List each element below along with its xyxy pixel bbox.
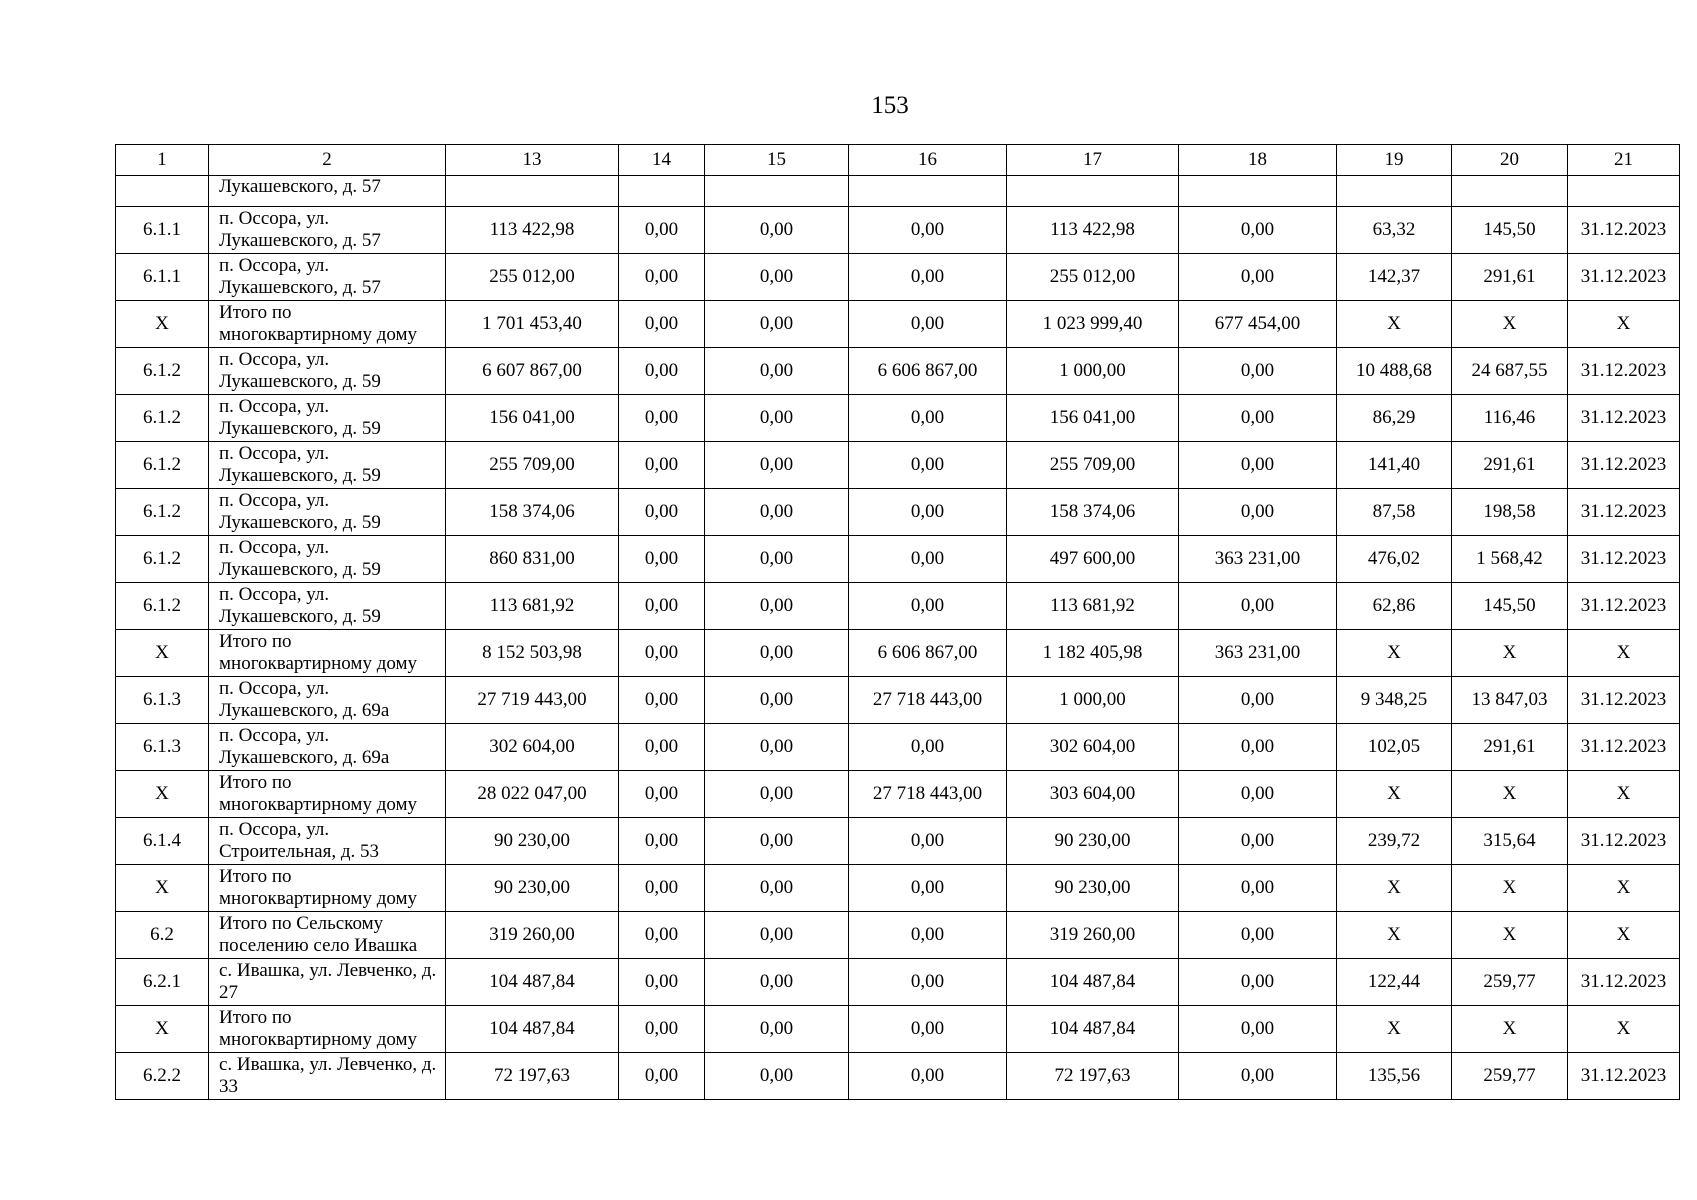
table-cell: 0,00: [849, 489, 1007, 536]
table-cell: 0,00: [619, 536, 705, 583]
table-cell: 860 831,00: [446, 536, 619, 583]
table-cell: 1 701 453,40: [446, 301, 619, 348]
table-cell: 6 606 867,00: [849, 630, 1007, 677]
table-cell: 113 681,92: [1007, 583, 1179, 630]
table-cell: X: [1452, 1006, 1568, 1053]
table-cell: 0,00: [1179, 254, 1337, 301]
table-cell-address: с. Ивашка, ул. Левченко, д. 33: [209, 1053, 446, 1100]
table-cell: 31.12.2023: [1568, 207, 1680, 254]
table-cell: 291,61: [1452, 442, 1568, 489]
table-cell: X: [1568, 301, 1680, 348]
table-cell: 72 197,63: [446, 1053, 619, 1100]
table-cell: [705, 176, 849, 207]
table-cell: 141,40: [1337, 442, 1452, 489]
table-cell: 0,00: [1179, 865, 1337, 912]
table-cell: 0,00: [619, 771, 705, 818]
table-cell-address: п. Оссора, ул. Лукашевского, д. 69а: [209, 724, 446, 771]
table-cell: 0,00: [705, 583, 849, 630]
table-cell: 0,00: [619, 1053, 705, 1100]
table-row: [116, 1006, 1680, 1053]
table-cell: 6.1.3: [116, 677, 209, 724]
table-cell-address: п. Оссора, ул. Лукашевского, д. 59: [209, 442, 446, 489]
table-cell: 142,37: [1337, 254, 1452, 301]
table-cell: 13 847,03: [1452, 677, 1568, 724]
table-cell: 104 487,84: [1007, 1006, 1179, 1053]
table-cell: [1568, 176, 1680, 207]
table-cell: 104 487,84: [446, 959, 619, 1006]
table-cell: 0,00: [1179, 1053, 1337, 1100]
table-cell: X: [1337, 301, 1452, 348]
table-cell: 0,00: [1179, 818, 1337, 865]
table-cell: 31.12.2023: [1568, 536, 1680, 583]
table-cell: 363 231,00: [1179, 536, 1337, 583]
table-cell: 6.1.2: [116, 536, 209, 583]
table-cell: X: [116, 301, 209, 348]
table-cell: X: [1452, 771, 1568, 818]
table-cell-address: Итого по многоквартирному дому: [209, 301, 446, 348]
table-cell-address: Итого по многоквартирному дому: [209, 1006, 446, 1053]
table-cell: 158 374,06: [1007, 489, 1179, 536]
table-row: [116, 348, 1680, 395]
table-cell: 27 718 443,00: [849, 771, 1007, 818]
table-cell-address: Итого по Сельскому поселению село Ивашка: [209, 912, 446, 959]
table-cell: 319 260,00: [1007, 912, 1179, 959]
table-cell: 255 709,00: [1007, 442, 1179, 489]
table-row: [116, 536, 1680, 583]
table-cell: 1 000,00: [1007, 348, 1179, 395]
table-cell: [849, 176, 1007, 207]
table-cell-address: Лукашевского, д. 57: [209, 176, 446, 207]
table-cell-address: Итого по многоквартирному дому: [209, 630, 446, 677]
table-cell: 0,00: [619, 207, 705, 254]
table-cell: 0,00: [849, 254, 1007, 301]
table-cell: 6.2.2: [116, 1053, 209, 1100]
table-cell: 156 041,00: [1007, 395, 1179, 442]
table-cell: 0,00: [619, 583, 705, 630]
table-cell: 0,00: [705, 771, 849, 818]
table-cell: X: [116, 771, 209, 818]
table-cell: 0,00: [619, 818, 705, 865]
table-cell: X: [116, 630, 209, 677]
table-cell: 0,00: [849, 724, 1007, 771]
table-cell: 31.12.2023: [1568, 442, 1680, 489]
table-row: [116, 254, 1680, 301]
table-cell: X: [1337, 912, 1452, 959]
column-header: 20: [1452, 145, 1568, 176]
table-cell: 0,00: [849, 1053, 1007, 1100]
column-header: 2: [209, 145, 446, 176]
table-cell: 291,61: [1452, 724, 1568, 771]
table-cell: 102,05: [1337, 724, 1452, 771]
table-cell: 0,00: [619, 301, 705, 348]
table-cell: 0,00: [705, 724, 849, 771]
table-cell: 0,00: [705, 1006, 849, 1053]
column-header: 16: [849, 145, 1007, 176]
table-cell: 6.1.2: [116, 489, 209, 536]
page-number: 153: [871, 92, 909, 119]
table-cell: 31.12.2023: [1568, 395, 1680, 442]
table-cell: 6.1.1: [116, 254, 209, 301]
table-cell: 303 604,00: [1007, 771, 1179, 818]
table-cell: 0,00: [705, 865, 849, 912]
table-cell: 8 152 503,98: [446, 630, 619, 677]
table-cell: 31.12.2023: [1568, 724, 1680, 771]
table-cell-address: Итого по многоквартирному дому: [209, 865, 446, 912]
table-cell: 302 604,00: [446, 724, 619, 771]
table-cell-address: п. Оссора, ул. Лукашевского, д. 59: [209, 583, 446, 630]
table-cell-address: п. Оссора, ул. Лукашевского, д. 57: [209, 207, 446, 254]
table-cell: 0,00: [619, 1006, 705, 1053]
table-cell: 27 718 443,00: [849, 677, 1007, 724]
column-header: 21: [1568, 145, 1680, 176]
table-cell: 0,00: [1179, 1006, 1337, 1053]
table-cell-address: п. Оссора, ул. Лукашевского, д. 59: [209, 395, 446, 442]
table-row-continuation: [116, 176, 1680, 207]
table-cell: 62,86: [1337, 583, 1452, 630]
table-cell: 0,00: [1179, 912, 1337, 959]
table-cell: 104 487,84: [446, 1006, 619, 1053]
table-cell: 497 600,00: [1007, 536, 1179, 583]
table-cell-address: п. Оссора, ул. Лукашевского, д. 57: [209, 254, 446, 301]
table-cell: X: [1452, 301, 1568, 348]
table-cell: 6.1.4: [116, 818, 209, 865]
column-header: 13: [446, 145, 619, 176]
table-cell: 0,00: [705, 442, 849, 489]
table-cell: [1007, 176, 1179, 207]
column-header: 1: [116, 145, 209, 176]
table-row: [116, 207, 1680, 254]
table-row: [116, 489, 1680, 536]
table-cell: 90 230,00: [1007, 865, 1179, 912]
table-cell: 31.12.2023: [1568, 583, 1680, 630]
table-cell: 31.12.2023: [1568, 254, 1680, 301]
table-row: [116, 771, 1680, 818]
table-cell: 6.1.2: [116, 442, 209, 489]
table-cell: 0,00: [849, 395, 1007, 442]
table-cell: 0,00: [1179, 395, 1337, 442]
table-cell: 6 607 867,00: [446, 348, 619, 395]
column-header: 17: [1007, 145, 1179, 176]
table-cell: X: [1452, 912, 1568, 959]
table-cell: X: [1568, 865, 1680, 912]
table-cell: 1 000,00: [1007, 677, 1179, 724]
table-cell: [1452, 176, 1568, 207]
table-cell: 0,00: [1179, 489, 1337, 536]
table-cell: 0,00: [705, 1053, 849, 1100]
table-cell: 0,00: [705, 536, 849, 583]
table-cell: 0,00: [705, 254, 849, 301]
table-cell: 27 719 443,00: [446, 677, 619, 724]
table-cell: 0,00: [705, 395, 849, 442]
table-cell: 0,00: [1179, 348, 1337, 395]
table-cell: 0,00: [619, 912, 705, 959]
table-cell: 31.12.2023: [1568, 489, 1680, 536]
table-cell: 0,00: [1179, 442, 1337, 489]
table-cell: 31.12.2023: [1568, 1053, 1680, 1100]
table-cell: 31.12.2023: [1568, 677, 1680, 724]
table-row: [116, 1053, 1680, 1100]
table-cell: 0,00: [849, 818, 1007, 865]
table-cell: [116, 176, 209, 207]
table-cell: 86,29: [1337, 395, 1452, 442]
table-cell: 302 604,00: [1007, 724, 1179, 771]
table-cell: X: [1337, 630, 1452, 677]
table-cell: X: [1568, 1006, 1680, 1053]
table-cell-address: Итого по многоквартирному дому: [209, 771, 446, 818]
table-cell: 198,58: [1452, 489, 1568, 536]
table-cell: 113 422,98: [1007, 207, 1179, 254]
table-cell: 116,46: [1452, 395, 1568, 442]
table-cell: 0,00: [1179, 724, 1337, 771]
table-cell: 0,00: [705, 912, 849, 959]
table-cell-address: п. Оссора, ул. Лукашевского, д. 59: [209, 348, 446, 395]
table-row: [116, 724, 1680, 771]
table-row: [116, 677, 1680, 724]
table-cell: 0,00: [705, 348, 849, 395]
table-cell: 476,02: [1337, 536, 1452, 583]
table-cell: 0,00: [849, 207, 1007, 254]
table-cell: 0,00: [619, 442, 705, 489]
table-cell: 255 012,00: [1007, 254, 1179, 301]
table-cell: X: [1568, 771, 1680, 818]
table-cell: 0,00: [705, 630, 849, 677]
table-cell: 0,00: [619, 724, 705, 771]
table-cell: 255 709,00: [446, 442, 619, 489]
table-cell: 0,00: [849, 583, 1007, 630]
table-cell: 1 568,42: [1452, 536, 1568, 583]
table-cell: 259,77: [1452, 959, 1568, 1006]
table-cell: 319 260,00: [446, 912, 619, 959]
table-cell: 90 230,00: [446, 818, 619, 865]
table-cell: X: [1568, 912, 1680, 959]
table-cell: 0,00: [849, 1006, 1007, 1053]
table-cell: 0,00: [705, 677, 849, 724]
data-table: [115, 144, 1680, 1100]
table-cell: 363 231,00: [1179, 630, 1337, 677]
table-cell: 0,00: [619, 254, 705, 301]
table-cell: 315,64: [1452, 818, 1568, 865]
table-cell: 156 041,00: [446, 395, 619, 442]
table-row: [116, 959, 1680, 1006]
table-cell: 31.12.2023: [1568, 348, 1680, 395]
table-row: [116, 442, 1680, 489]
table-cell: 0,00: [1179, 959, 1337, 1006]
table-cell: 0,00: [1179, 771, 1337, 818]
table-cell: 90 230,00: [446, 865, 619, 912]
table-cell: 72 197,63: [1007, 1053, 1179, 1100]
table-cell: 0,00: [705, 207, 849, 254]
table-cell: 145,50: [1452, 583, 1568, 630]
header-row: [116, 145, 1680, 176]
table-cell: 0,00: [619, 865, 705, 912]
table-row: [116, 301, 1680, 348]
table-cell: 158 374,06: [446, 489, 619, 536]
table-cell: 6.1.2: [116, 348, 209, 395]
table-cell: 10 488,68: [1337, 348, 1452, 395]
table-cell: 122,44: [1337, 959, 1452, 1006]
table-cell: 6.2.1: [116, 959, 209, 1006]
table-cell-address: с. Ивашка, ул. Левченко, д. 27: [209, 959, 446, 1006]
table-cell: 0,00: [619, 630, 705, 677]
table-cell: 104 487,84: [1007, 959, 1179, 1006]
table-cell: 6.2: [116, 912, 209, 959]
table-cell: 31.12.2023: [1568, 818, 1680, 865]
table-cell: 255 012,00: [446, 254, 619, 301]
column-header: 18: [1179, 145, 1337, 176]
table-cell: X: [1568, 630, 1680, 677]
table-cell: 677 454,00: [1179, 301, 1337, 348]
table-cell: 0,00: [619, 395, 705, 442]
table-row: [116, 865, 1680, 912]
table-cell: 9 348,25: [1337, 677, 1452, 724]
table-cell: 0,00: [619, 677, 705, 724]
table-cell: [619, 176, 705, 207]
table-cell: X: [1337, 1006, 1452, 1053]
table-cell-address: п. Оссора, ул. Лукашевского, д. 69а: [209, 677, 446, 724]
table-cell: 0,00: [1179, 677, 1337, 724]
table-cell: 6.1.1: [116, 207, 209, 254]
table-cell: X: [1452, 630, 1568, 677]
table-cell: 0,00: [619, 348, 705, 395]
table-cell: X: [1337, 865, 1452, 912]
table-cell: 259,77: [1452, 1053, 1568, 1100]
table-cell: X: [116, 1006, 209, 1053]
table-cell: 0,00: [705, 959, 849, 1006]
table-row: [116, 630, 1680, 677]
table-cell: 1 182 405,98: [1007, 630, 1179, 677]
column-header: 15: [705, 145, 849, 176]
table-cell: [1337, 176, 1452, 207]
table-cell: 135,56: [1337, 1053, 1452, 1100]
table-cell: 0,00: [619, 489, 705, 536]
table-cell: [1179, 176, 1337, 207]
table-cell: 0,00: [705, 489, 849, 536]
table-cell: 28 022 047,00: [446, 771, 619, 818]
table-cell: X: [1452, 865, 1568, 912]
table-row: [116, 395, 1680, 442]
table-cell: 0,00: [1179, 207, 1337, 254]
table-cell: [446, 176, 619, 207]
table-cell: 6.1.2: [116, 395, 209, 442]
table-cell: 6.1.3: [116, 724, 209, 771]
table-cell: 31.12.2023: [1568, 959, 1680, 1006]
table-row: [116, 912, 1680, 959]
column-header: 14: [619, 145, 705, 176]
table-cell-address: п. Оссора, ул. Лукашевского, д. 59: [209, 489, 446, 536]
table-cell: 0,00: [849, 536, 1007, 583]
table-cell: 113 681,92: [446, 583, 619, 630]
table-cell: 63,32: [1337, 207, 1452, 254]
table-cell: 90 230,00: [1007, 818, 1179, 865]
column-header: 19: [1337, 145, 1452, 176]
table-row: [116, 583, 1680, 630]
table-cell: 0,00: [849, 912, 1007, 959]
table-cell: 24 687,55: [1452, 348, 1568, 395]
table-cell: 113 422,98: [446, 207, 619, 254]
table-cell: 239,72: [1337, 818, 1452, 865]
table-cell: 0,00: [849, 959, 1007, 1006]
table-cell: 6.1.2: [116, 583, 209, 630]
table-cell: 0,00: [619, 959, 705, 1006]
table-cell: 0,00: [849, 865, 1007, 912]
table-cell: 1 023 999,40: [1007, 301, 1179, 348]
table-cell: X: [1337, 771, 1452, 818]
table-cell: 291,61: [1452, 254, 1568, 301]
table-cell: 6 606 867,00: [849, 348, 1007, 395]
table-cell: 145,50: [1452, 207, 1568, 254]
table-cell: 0,00: [705, 301, 849, 348]
table-cell: 0,00: [705, 818, 849, 865]
table-cell: 87,58: [1337, 489, 1452, 536]
table-cell: 0,00: [849, 442, 1007, 489]
table-cell: X: [116, 865, 209, 912]
table-cell: 0,00: [849, 301, 1007, 348]
table-cell-address: п. Оссора, ул. Строительная, д. 53: [209, 818, 446, 865]
table-cell: 0,00: [1179, 583, 1337, 630]
table-cell-address: п. Оссора, ул. Лукашевского, д. 59: [209, 536, 446, 583]
table-row: [116, 818, 1680, 865]
